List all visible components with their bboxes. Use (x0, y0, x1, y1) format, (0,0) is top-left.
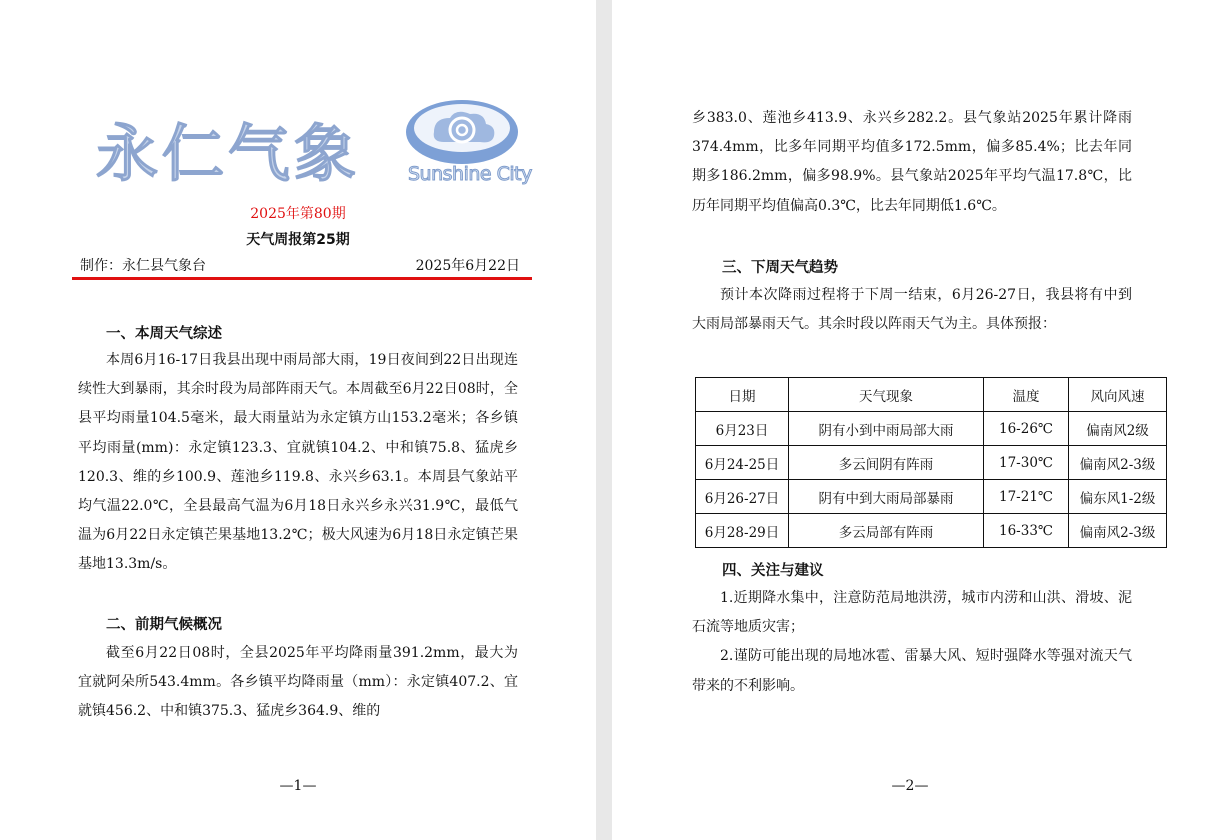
logo-title: 永仁气象 (96, 117, 361, 190)
table-header: 天气现象 (789, 378, 984, 412)
table-cell: 多云间阴有阵雨 (789, 446, 984, 480)
report-date: 2025年6月22日 (415, 258, 520, 274)
cloud-logo-icon (404, 98, 522, 168)
table-cell: 6月26-27日 (696, 480, 789, 514)
table-cell: 阴有小到中雨局部大雨 (789, 412, 984, 446)
table-row (696, 446, 1167, 480)
producer: 制作：永仁县气象台 (80, 258, 206, 274)
table-row (696, 480, 1167, 514)
table-cell: 阴有中到大雨局部暴雨 (789, 480, 984, 514)
section1-heading: 一、本周天气综述 (106, 326, 222, 342)
table-cell: 偏南风2-3级 (1069, 514, 1167, 548)
advice-item-1: 1.近期降水集中，注意防范局地洪涝，城市内涝和山洪、滑坡、泥石流等地质灾害； (692, 590, 1132, 636)
table-cell: 偏南风2-3级 (1069, 446, 1167, 480)
table-cell: 6月23日 (696, 412, 789, 446)
table-cell: 16-26℃ (984, 412, 1069, 446)
table-cell: 6月28-29日 (696, 514, 789, 548)
table-cell: 偏东风1-2级 (1069, 480, 1167, 514)
section3-body (692, 281, 1132, 339)
section2-continued (692, 104, 1132, 221)
section2-body (78, 639, 518, 727)
section2-heading: 二、前期气候概况 (106, 617, 222, 633)
page-number-1: —1— (279, 778, 317, 794)
section4-heading: 四、关注与建议 (722, 563, 824, 579)
table-cell: 6月24-25日 (696, 446, 789, 480)
table-row (696, 514, 1167, 548)
page-1 (0, 0, 596, 840)
advice-item-2: 2.谨防可能出现的局地冰雹、雷暴大风、短时强降水等强对流天气带来的不利影响。 (692, 648, 1132, 694)
section1-text: 本周6月16-17日我县出现中雨局部大雨，19日夜间到22日出现连续性大到暴雨，其余时段为局部阵雨天气。本周截至6月22日08时，全县平均雨量104.5毫米，最大雨量站为永定镇方山153.2毫米；各乡镇平均雨量(mm)：永定镇123.3、宜就镇104.2、中和镇75.8、猛虎乡120.3、维的乡100.9、莲池乡119.8、永兴乡63.1。本周县气象站平均气温22.0℃，全县最高气温为6月18日永兴乡永兴31.9℃，最低气温为6月22日永定镇芒果基地13.2℃；极大风速为6月18日永定镇芒果基地13.3m/s。 (78, 352, 518, 573)
table-cell: 多云局部有阵雨 (789, 514, 984, 548)
section1-body (78, 346, 518, 580)
report-subtitle: 天气周报第25期 (246, 232, 350, 248)
section4-body (692, 584, 1132, 701)
section3-heading: 三、下周天气趋势 (722, 260, 838, 276)
page-number-2: —2— (891, 778, 929, 794)
section3-text: 预计本次降雨过程将于下周一结束，6月26-27日，我县将有中到大雨局部暴雨天气。其余时段以阵雨天气为主。具体预报： (692, 287, 1132, 333)
table-header: 风向风速 (1069, 378, 1167, 412)
table-header-row (696, 378, 1167, 412)
forecast-table (695, 377, 1167, 548)
issue-number: 2025年第80期 (250, 206, 346, 222)
section2-text-cont: 乡383.0、莲池乡413.9、永兴乡282.2。县气象站2025年累计降雨374.4mm，比多年同期平均值多172.5mm，偏多85.4%；比去年同期多186.2mm，偏多98.9%。县气象站2025年平均气温17.8℃，比历年同期平均值偏高0.3℃，比去年同期低1.6℃。 (692, 110, 1132, 214)
table-cell: 偏南风2级 (1069, 412, 1167, 446)
table-header: 温度 (984, 378, 1069, 412)
logo-subtitle: Sunshine City (408, 163, 532, 185)
page-2 (612, 0, 1208, 840)
table-cell: 16-33℃ (984, 514, 1069, 548)
header-divider (72, 277, 532, 280)
table-header: 日期 (696, 378, 789, 412)
table-row (696, 412, 1167, 446)
section2-text: 截至6月22日08时，全县2025年平均降雨量391.2mm，最大为宜就阿朵所543.4mm。各乡镇平均降雨量（mm）：永定镇407.2、宜就镇456.2、中和镇375.3、猛虎乡364.9、维的 (78, 645, 518, 720)
table-cell: 17-21℃ (984, 480, 1069, 514)
table-cell: 17-30℃ (984, 446, 1069, 480)
